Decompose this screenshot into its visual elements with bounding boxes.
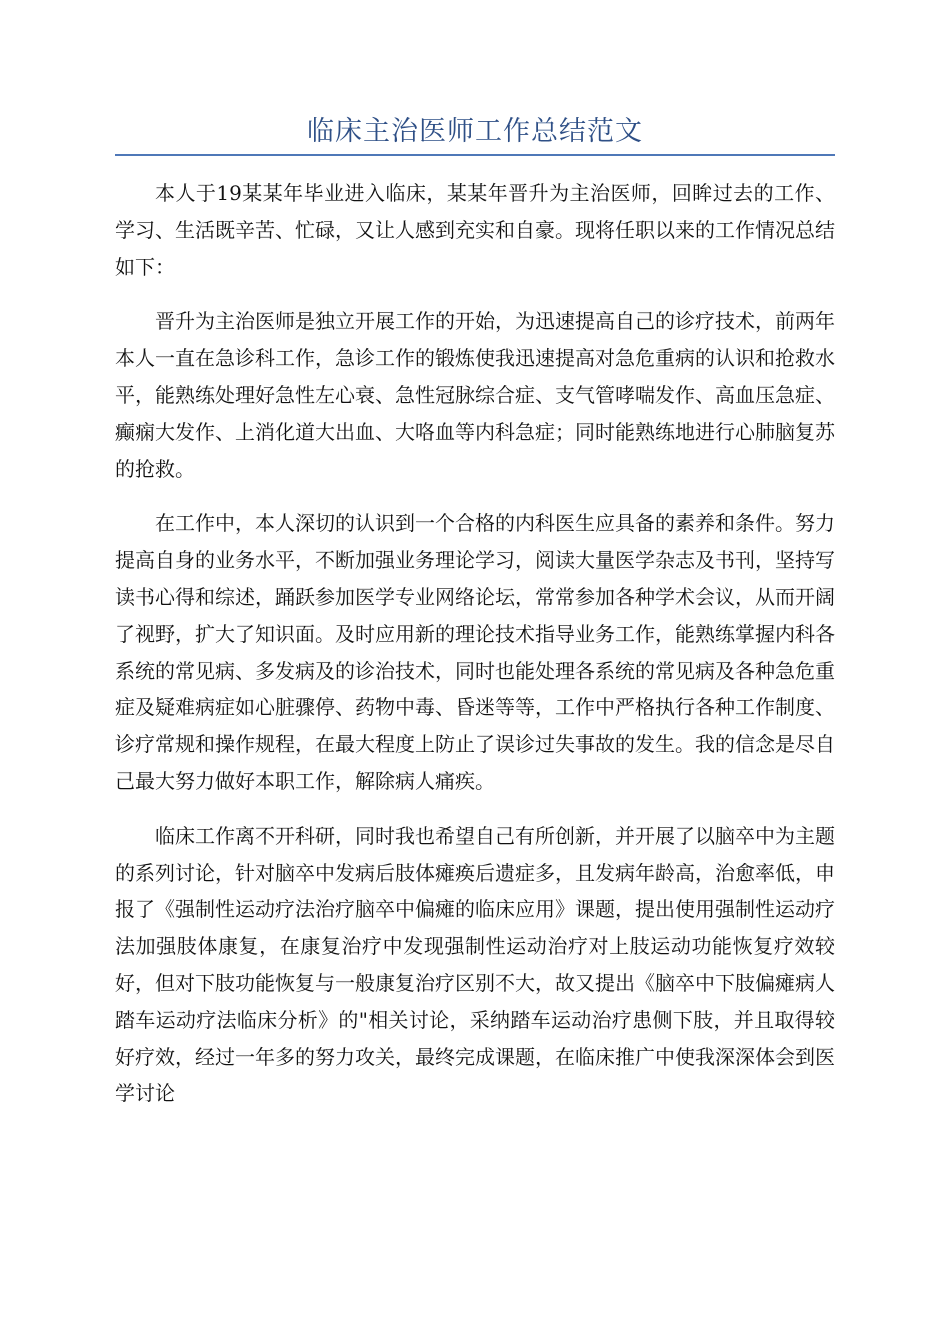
paragraph-2: 晋升为主治医师是独立开展工作的开始，为迅速提高自己的诊疗技术，前两年本人一直在急诊科工作，急诊工作的锻炼使我迅速提高对急危重病的认识和抢救水平，能熟练处理好急性左心衰、急性冠脉综合症、支气管哮喘发作、高血压急症、癫痫大发作、上消化道大出血、大咯血等内科急症；同时能熟练地进行心肺脑复苏的抢救。 xyxy=(115,309,835,481)
document-title: 临床主治医师工作总结范文 xyxy=(307,116,643,147)
title-underline xyxy=(115,154,835,156)
document-body xyxy=(115,175,835,1112)
paragraph-4: 临床工作离不开科研，同时我也希望自己有所创新，并开展了以脑卒中为主题的系列讨论，针对脑卒中发病后肢体瘫痪后遗症多，且发病年龄高，治愈率低，申报了《强制性运动疗法治疗脑卒中偏瘫的临床应用》课题，提出使用强制性运动疗法加强肢体康复，在康复治疗中发现强制性运动治疗对上肢运动功能恢复疗效较好，但对下肢功能恢复与一般康复治疗区别不大，故又提出《脑卒中下肢偏瘫病人踏车运动疗法临床分析》的"相关讨论，采纳踏车运动治疗患侧下肢，并且取得较好疗效，经过一年多的努力攻关，最终完成课题，在临床推广中使我深深体会到医学讨论 xyxy=(115,823,835,1106)
paragraph-1: 本人于19某某年毕业进入临床，某某年晋升为主治医师，回眸过去的工作、学习、生活既辛苦、忙碌，又让人感到充实和自豪。现将任职以来的工作情况总结如下： xyxy=(115,181,835,279)
paragraph-3: 在工作中，本人深切的认识到一个合格的内科医生应具备的素养和条件。努力提高自身的业务水平，不断加强业务理论学习，阅读大量医学杂志及书刊，坚持写读书心得和综述，踊跃参加医学专业网络论坛，常常参加各种学术会议，从而开阔了视野，扩大了知识面。及时应用新的理论技术指导业务工作，能熟练掌握内科各系统的常见病、多发病及的诊治技术，同时也能处理各系统的常见病及各种急危重症及疑难病症如心脏骤停、药物中毒、昏迷等等，工作中严格执行各种工作制度、诊疗常规和操作规程，在最大程度上防止了误诊过失事故的发生。我的信念是尽自己最大努力做好本职工作，解除病人痛疾。 xyxy=(115,511,835,793)
